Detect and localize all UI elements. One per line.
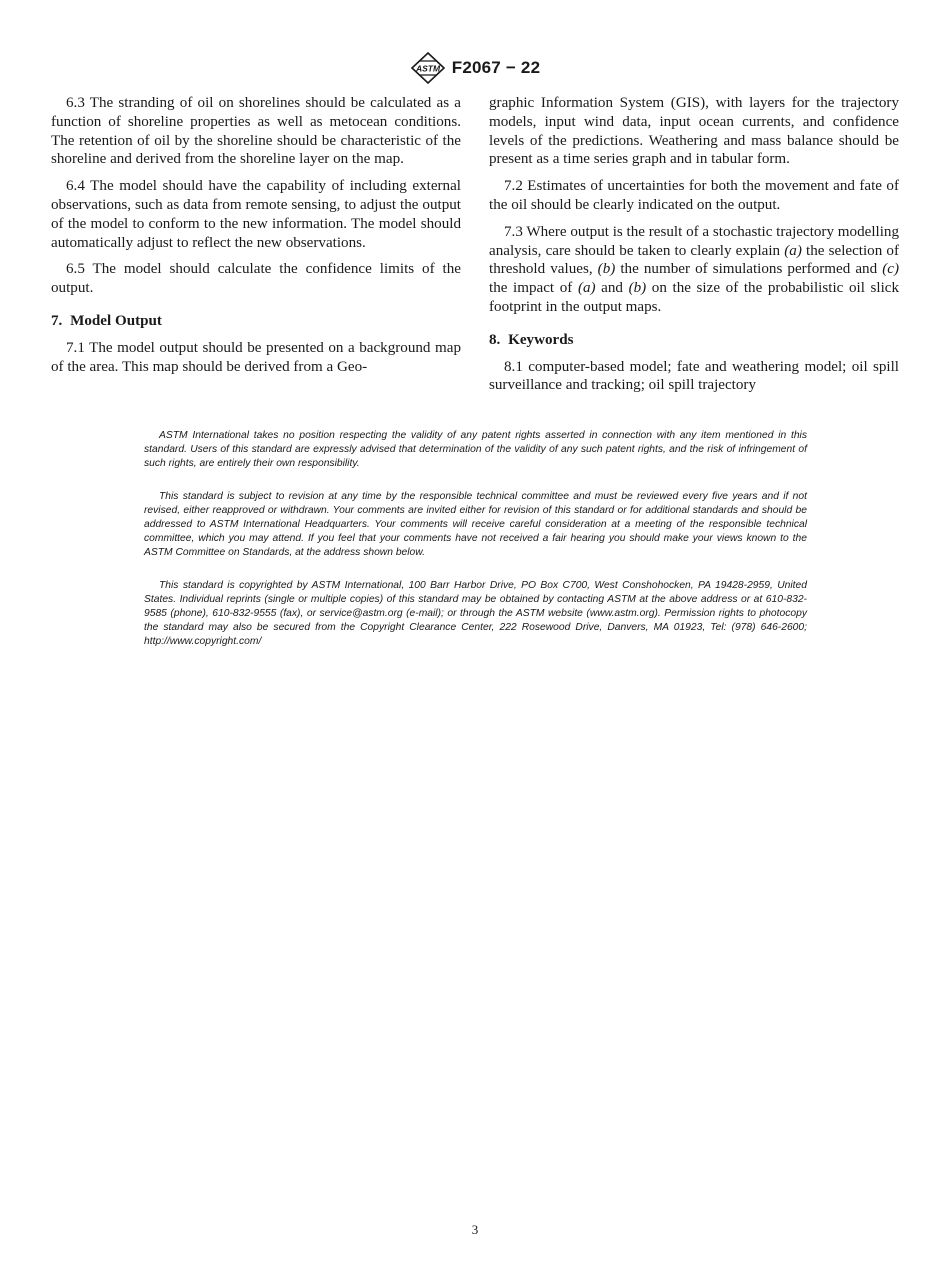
section-heading-8	[489, 331, 899, 350]
paragraph-7-3	[489, 223, 899, 317]
revision-notice	[144, 490, 807, 560]
section-heading-7	[51, 312, 461, 331]
text-run: the impact of	[489, 280, 578, 297]
text-run: 7.3 Where output is the result of a stochastic trajectory modelling analysis, care should be taken to clearly explain	[489, 223, 899, 259]
section-title: Keywords	[508, 331, 574, 348]
paragraph-6-4: 6.4 The model should have the capability of including external observations, such as data from remote sensing, to adjust the output of the model to conform to the new information. The model should automatically adjust to reflect the new observations.	[51, 178, 461, 251]
text-run: on the size of the probabilistic oil slick footprint in the output maps.	[489, 280, 900, 315]
copyright-notice	[144, 579, 807, 649]
page-header	[0, 52, 950, 86]
paragraph-6-3: 6.3 The stranding of oil on shorelines should be calculated as a function of shoreline properties as well as metocean conditions. The retention of oil by the shoreline should be characteristic of the shoreline and derived from the shoreline layer on the map.	[51, 95, 461, 168]
left-column	[51, 94, 461, 384]
revision-notice-text: This standard is subject to revision at any time by the responsible technical committee and must be reviewed every five years and if not revised, either reapproved or withdrawn. Your comments are invited either for revision of this standard or for additional standards and should be addressed to ASTM International Headquarters. Your comments will receive careful consideration at a meeting of the responsible technical committee, which you may attend. If you feel that your comments have not received a fair hearing you should make your views known to the ASTM Committee on Standards, at the address shown below.	[144, 491, 807, 558]
section-number: 7.	[51, 312, 63, 329]
paragraph-7-1-continued: graphic Information System (GIS), with layers for the trajectory models, input wind data, input ocean currents, and confidence levels of the predictions. Weathering and mass balance should be present as a time series graph and in tabular form.	[489, 95, 899, 168]
copyright-notice-text: This standard is copyrighted by ASTM International, 100 Barr Harbor Drive, PO Box C700, West Conshohocken, PA 19428-2959, United States. Individual reprints (single or multiple copies) of this standard may be obtained by contacting ASTM at the above address or at 610-832-9585 (phone), 610-832-9555 (fax), or service@astm.org (e-mail); or through the ASTM website (www.astm.org). Permission rights to photocopy the standard may also be secured from the Copyright Clearance Center, 222 Rosewood Drive, Danvers, MA 01923, Tel: (978) 646-2600; http://www.copyright.com/	[144, 580, 807, 647]
patent-notice-text: ASTM International takes no position respecting the validity of any patent rights asserted in connection with any item mentioned in this standard. Users of this standard are expressly advised that determination of the validity of any such patent rights, and the risk of infringement of such rights, are entirely their own responsibility.	[144, 430, 807, 469]
item-label-a: (a)	[784, 242, 802, 259]
item-label-c: (c)	[882, 261, 899, 278]
logo-label: ASTM	[415, 63, 440, 74]
section-number: 8.	[489, 331, 501, 348]
text-run: the number of simulations performed and	[615, 261, 883, 278]
text-run: the selection of threshold values,	[489, 242, 900, 278]
right-column	[489, 94, 899, 403]
item-label-a: (a)	[577, 280, 596, 297]
paragraph-7-1: 7.1 The model output should be presented on a background map of the area. This map should be derived from a Geo-	[51, 339, 461, 375]
text-run: and	[595, 280, 629, 297]
astm-logo-icon	[410, 52, 446, 84]
section-title: Model Output	[70, 312, 162, 329]
paragraph-7-2: 7.2 Estimates of uncertainties for both the movement and fate of the oil should be clearly indicated on the output.	[489, 178, 899, 213]
paragraph-8-1: 8.1 computer-based model; fate and weathering model; oil spill surveillance and tracking; oil spill trajectory	[489, 358, 899, 394]
paragraph-6-5: 6.5 The model should calculate the confidence limits of the output.	[51, 261, 461, 297]
item-label-b: (b)	[597, 261, 616, 278]
patent-notice	[144, 429, 807, 471]
page-number: 3	[471, 1222, 479, 1237]
item-label-b: (b)	[628, 280, 647, 297]
standard-designation: F2067 − 22	[451, 58, 541, 77]
